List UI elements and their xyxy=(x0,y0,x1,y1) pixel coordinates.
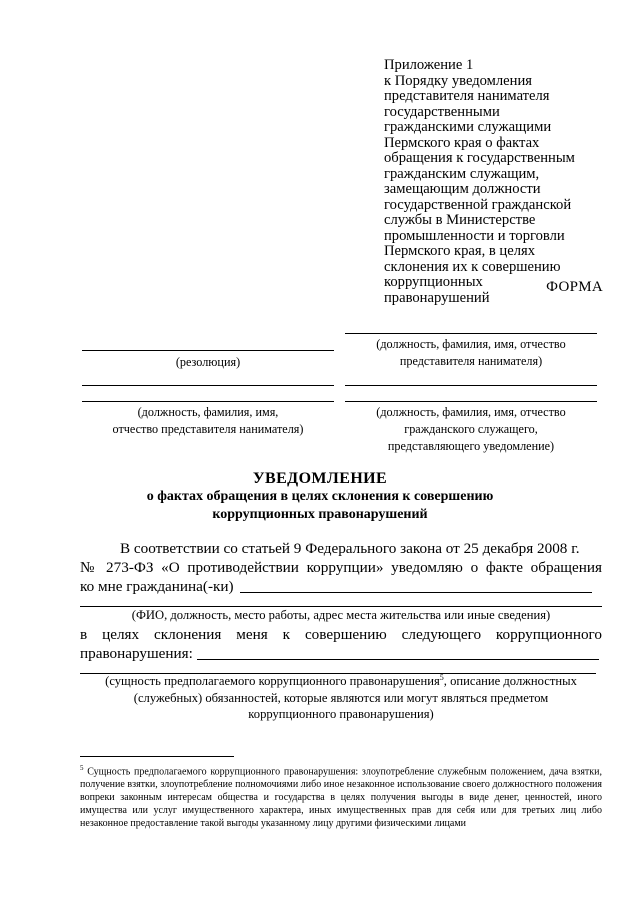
appendix-block xyxy=(384,58,614,306)
footnote xyxy=(80,762,602,831)
appendix-line: гражданским служащим, xyxy=(384,165,540,182)
employee-caption: (должность, фамилия, имя, отчество гражданского служащего, представляющего уведомление) xyxy=(376,405,566,453)
resolution-line-3[interactable] xyxy=(82,401,334,402)
footnote-reference: 5 xyxy=(439,672,444,682)
employer-name-line[interactable] xyxy=(345,333,597,334)
appendix-line: правонарушений xyxy=(384,289,490,306)
appendix-line: представителя нанимателя xyxy=(384,88,550,104)
resolution-caption: (резолюция) xyxy=(175,355,241,369)
offense-input-line[interactable] xyxy=(197,659,599,660)
appendix-line: обращения к государственным xyxy=(384,150,575,166)
paragraph-1-line-1: В соответствии со статьей 9 Федерального закона от 25 декабря 2008 г. xyxy=(120,540,580,557)
paragraph-1-line-2: № 273-ФЗ «О противодействии коррупции» уведомляю о факте обращения xyxy=(80,559,602,576)
footnote-separator xyxy=(80,756,234,757)
appendix-line: к Порядку уведомления xyxy=(384,72,532,89)
resolution-line[interactable] xyxy=(82,350,334,351)
paragraph-1-line-3: ко мне гражданина(-ки) xyxy=(80,578,234,595)
document-subtitle-line-2: коррупционных правонарушений xyxy=(212,507,428,522)
employer-caption: (должность, фамилия, имя, отчество представителя нанимателя) xyxy=(376,337,566,368)
appendix-line: Приложение 1 xyxy=(384,57,474,73)
document-title: УВЕДОМЛЕНИЕ xyxy=(252,470,388,487)
appendix-line: замещающим должности xyxy=(384,181,541,197)
appendix-line: гражданскими служащими xyxy=(384,119,552,135)
form-label: ФОРМА xyxy=(546,279,603,295)
paragraph-2-line-1: в целях склонения меня к совершению следующего коррупционного xyxy=(80,626,602,643)
footnote-text: Сущность предполагаемого коррупционного правонарушения: злоупотребление служебным положением, дача взятки, получение взятки, злоупотребление полномочиями либо иное незаконное использование своего должностного положения вопреки законным интересам общества и государства в целях получения выгоды в виде денег, ценностей, иного имущества или услуг имущественного характера, иных имущественных прав для себя или для третьих лиц либо незаконное предоставление такой выгоды указанному лицу другими физическими лицами xyxy=(80,766,603,829)
appendix-line: государственной гражданской xyxy=(384,196,572,213)
employee-line-1[interactable] xyxy=(345,385,597,386)
offense-caption: (сущность предполагаемого коррупционного правонарушения$^5$, описание должностных (служебных) обязанностей, которые являются или могут являться предметом коррупционного правонарушения) xyxy=(105,672,577,721)
appendix-line: промышленности и торговли xyxy=(384,227,565,244)
employee-line-2[interactable] xyxy=(345,401,597,402)
appendix-line: коррупционных xyxy=(384,274,483,290)
employer-caption-left: (должность, фамилия, имя, отчество представителя нанимателя) xyxy=(112,405,304,436)
paragraph-2-line-2: правонарушения: xyxy=(80,645,193,662)
appendix-line: Пермского края, в целях xyxy=(384,243,536,259)
appendix-line: Пермского края о фактах xyxy=(384,134,540,151)
appendix-line: государственными xyxy=(384,103,500,120)
citizen-input-line[interactable] xyxy=(240,592,592,593)
appendix-line: службы в Министерстве xyxy=(384,212,536,228)
footnote-number: 5 xyxy=(80,764,84,772)
document-subtitle-line-1: о фактах обращения в целях склонения к совершению xyxy=(146,489,494,504)
resolution-line-2[interactable] xyxy=(82,385,334,386)
appendix-line: склонения их к совершению xyxy=(384,258,561,275)
citizen-details-caption: (ФИО, должность, место работы, адрес места жительства или иные сведения) xyxy=(131,608,551,622)
